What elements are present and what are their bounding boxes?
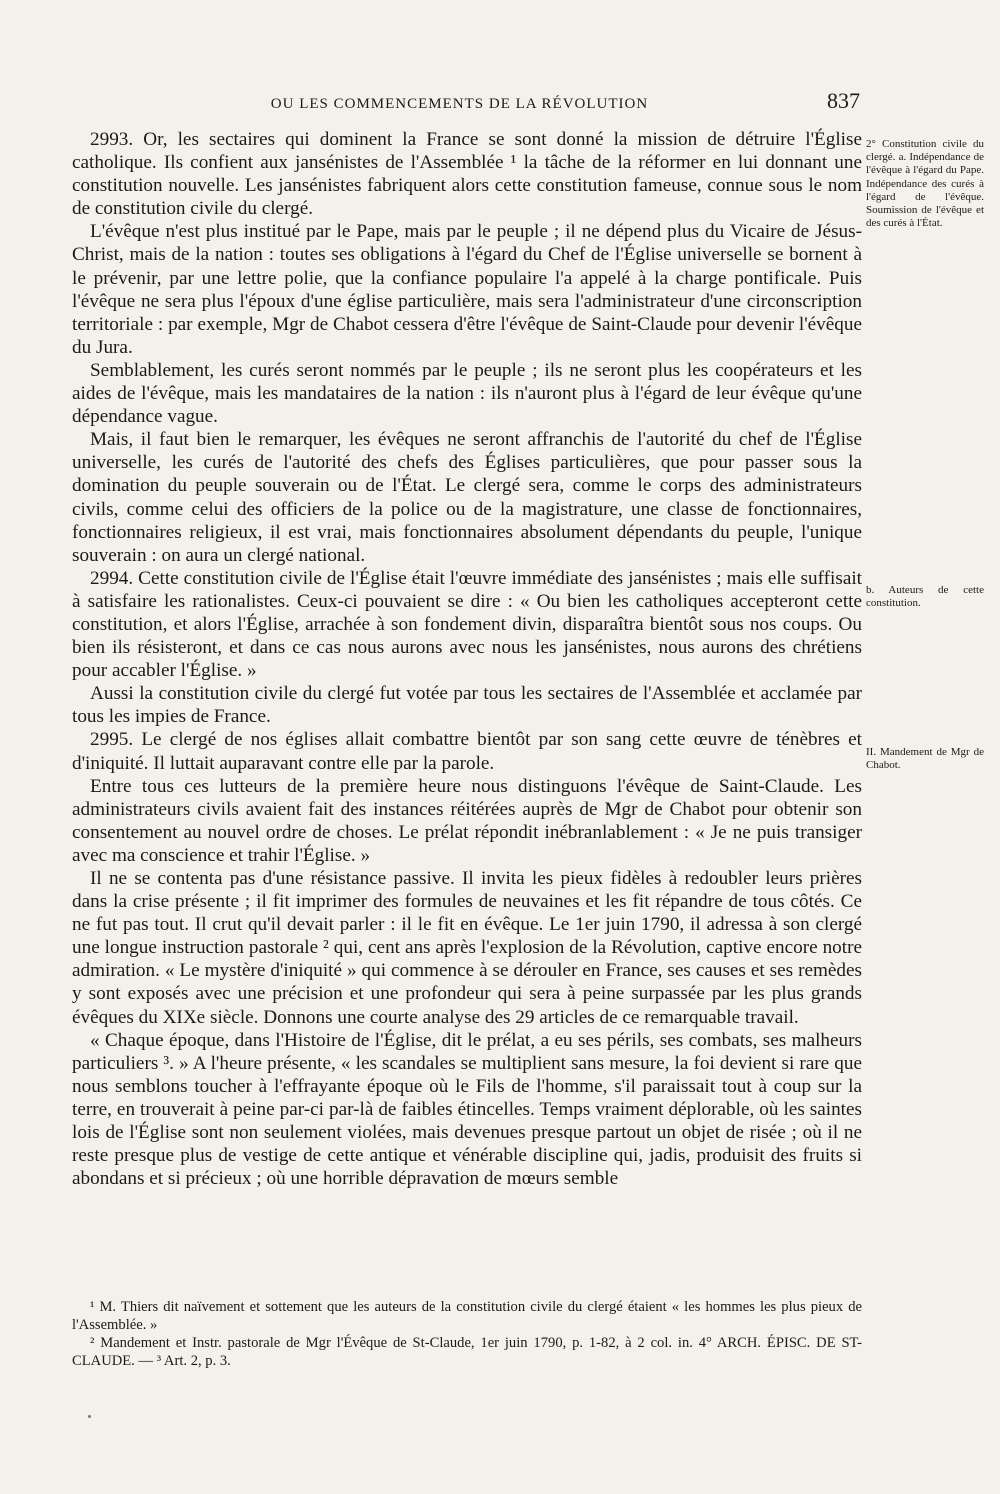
margin-note: II. Mandement de Mgr de Chabot. [866,746,984,772]
print-speck [88,1415,91,1418]
paragraph: 2995. Le clergé de nos églises allait combattre bientôt par son sang cette œuvre de ténèbres et d'iniquité. Il luttait auparavant contre elle par la parole. [72,729,862,774]
margin-note: 2° Constitution civile du clergé. a. Indépendance de l'évêque à l'égard du Pape. Indépendance des curés à l'égard de l'évêque. Soumission de l'évêque et des curés à l'État. [866,138,984,230]
body-text [72,128,862,1190]
paragraph: Semblablement, les curés seront nommés par le peuple ; ils ne seront plus les coopérateurs et les aides de l'évêque, mais les mandataires de la nation : ils n'auront plus à l'égard de leur évêque qu'une dépendance vague. [72,359,862,428]
paragraph: Entre tous ces lutteurs de la première heure nous distinguons l'évêque de Saint-Claude. Les administrateurs civils avaient fait des instances réitérées auprès de Mgr de Chabot pour obtenir son consentement au nouvel ordre de choses. Le prélat répondit inébranlablement : « Je ne puis transiger avec ma conscience et trahir l'Église. » [72,775,862,866]
paragraph: 2993. Or, les sectaires qui dominent la France se sont donné la mission de détruire l'Église catholique. Ils confient aux jansénistes de l'Assemblée ¹ la tâche de la réformer en lui donnant une constitution nouvelle. Les jansénistes fabriquent alors cette constitution fameuse, connue sous le nom de constitution civile du clergé. [72,129,862,220]
footnotes [72,1298,862,1370]
paragraph: L'évêque n'est plus institué par le Pape, mais par le peuple ; il ne dépend plus du Vicaire de Jésus-Christ, mais de la nation : toutes ses obligations à l'égard du Chef de l'Église universelle se bornent à le prévenir, par une lettre polie, que la confiance populaire l'a appelé à la charge pontificale. Puis l'évêque ne sera plus l'époux d'une église particulière, mais sera l'administrateur d'une circonscription territoriale : par exemple, Mgr de Chabot cessera d'être l'évêque de Saint-Claude pour devenir l'évêque du Jura. [72,221,862,358]
margin-note: b. Auteurs de cette constitution. [866,584,984,610]
paragraph: Aussi la constitution civile du clergé fut votée par tous les sectaires de l'Assemblée et acclamée par tous les impies de France. [72,683,862,728]
paragraph: 2994. Cette constitution civile de l'Église était l'œuvre immédiate des jansénistes ; mais elle suffisait à satisfaire les rationalistes. Ceux-ci pouvaient se dire : « Ou bien les catholiques accepteront cette constitution, et alors l'Église, arrachée à son fondement divin, disparaîtra bientôt sous nos coups. Ou bien ils résisteront, et dans ce cas nous aurons avec nous les jansénistes, nous aurons des chrétiens pour accabler l'Église. » [72,567,862,682]
footnote: ² Mandement et Instr. pastorale de Mgr l'Évêque de St-Claude, 1er juin 1790, p. 1-82, à 2 col. in. 4° ARCH. ÉPISC. DE ST-CLAUDE. — ³ Art. 2, p. 3. [72,1335,862,1369]
paragraph: Mais, il faut bien le remarquer, les évêques ne seront affranchis de l'autorité du chef de l'Église universelle, les curés de l'autorité des chefs des Églises particulières, que pour passer sous la domination du peuple souverain ou de l'État. Le clergé sera, comme le corps des administrateurs civils, comme celui des officiers de la police ou de la magistrature, une classe de fonctionnaires, fonctionnaires religieux, il est vrai, mais fonctionnaires absolument dépendants du peuple, l'unique souverain : on aura un clergé national. [72,429,862,566]
paragraph: « Chaque époque, dans l'Histoire de l'Église, dit le prélat, a eu ses périls, ses combats, ses malheurs particuliers ³. » A l'heure présente, « les scandales se multiplient sans mesure, la foi devient si rare que nous semblons toucher à l'effrayante époque où le Fils de l'homme, s'il paraissait tout à coup sur la terre, en trouverait à peine par-ci par-là de faibles étincelles. Temps vraiment déplorable, où les saintes lois de l'Église sont non seulement violées, mais devenues presque partout un objet de risée ; où il ne reste presque plus de vestige de cette antique et vénérable discipline qui, jadis, produisit des fruits si abondans et si précieux ; où une horrible dépravation de mœurs semble [72,1029,862,1190]
paragraph: Il ne se contenta pas d'une résistance passive. Il invita les pieux fidèles à redoubler leurs prières dans la crise présente ; il fit imprimer des formules de neuvaines et les fit répandre de tous côtés. Ce ne fut pas tout. Il crut qu'il devait parler : il le fit en évêque. Le 1er juin 1790, il adressa à son clergé une longue instruction pastorale ² qui, cent ans après l'explosion de la Révolution, captive encore notre admiration. « Le mystère d'iniquité » qui commence à se dérouler en France, ses causes et ses remèdes y sont exposés avec une précision et une profondeur qui sera à peine surpassée par les plus grands évêques du XIXe siècle. Donnons une courte analyse des 29 articles de ce remarquable travail. [72,868,862,1028]
running-title: OU LES COMMENCEMENTS DE LA RÉVOLUTION [270,96,649,112]
page-header [72,88,862,114]
page-number: 837 [827,88,860,113]
footnote: ¹ M. Thiers dit naïvement et sottement que les auteurs de la constitution civile du clergé étaient « les hommes les plus pieux de l'Assemblée. » [72,1299,862,1333]
